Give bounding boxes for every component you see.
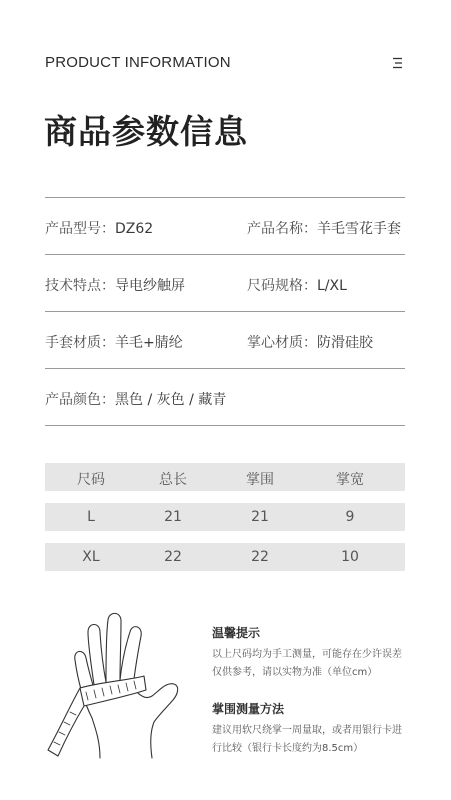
menu-icon[interactable] bbox=[389, 55, 405, 71]
notice-title: 温馨提示 bbox=[212, 626, 261, 640]
spec-value: 防滑硅胶 bbox=[317, 335, 373, 351]
spec-name bbox=[247, 218, 401, 238]
method-title: 掌围测量方法 bbox=[212, 702, 285, 716]
divider bbox=[45, 425, 405, 426]
spec-label: 产品颜色： bbox=[45, 392, 115, 408]
hand-measurement-illustration bbox=[40, 610, 200, 764]
spec-value: L/XL bbox=[317, 278, 347, 294]
table-header-cell: 总长 bbox=[159, 472, 187, 488]
method-text: 建议用软尺绕掌一周量取，或者用银行卡进行比较（银行卡长度约为8.5cm） bbox=[212, 725, 402, 754]
table-row bbox=[45, 543, 405, 571]
table-cell: XL bbox=[82, 549, 100, 565]
spec-value: 羊毛+腈纶 bbox=[115, 335, 183, 351]
spec-material bbox=[45, 332, 183, 352]
spec-model bbox=[45, 218, 153, 238]
table-header-cell: 掌宽 bbox=[336, 472, 364, 488]
spec-value: DZ62 bbox=[115, 221, 154, 237]
spec-value: 导电纱触屏 bbox=[115, 278, 185, 294]
spec-feature bbox=[45, 275, 185, 295]
table-header-row bbox=[45, 463, 405, 491]
spec-label: 手套材质： bbox=[45, 335, 115, 351]
divider bbox=[45, 311, 405, 312]
table-cell: 21 bbox=[251, 509, 269, 525]
table-cell: 21 bbox=[164, 509, 182, 525]
spec-value: 黑色 / 灰色 / 藏青 bbox=[115, 392, 227, 408]
spec-label: 尺码规格： bbox=[247, 278, 317, 294]
spec-color bbox=[45, 389, 226, 409]
notice-text: 以上尺码均为手工测量，可能存在少许误差仅供参考，请以实物为准（单位cm） bbox=[212, 649, 402, 678]
table-cell: 22 bbox=[251, 549, 269, 565]
table-cell: 9 bbox=[345, 509, 355, 525]
table-header-cell: 尺码 bbox=[77, 472, 105, 488]
spec-size bbox=[247, 275, 347, 295]
table-cell: 10 bbox=[341, 549, 359, 565]
table-row bbox=[45, 503, 405, 531]
spec-label: 掌心材质： bbox=[247, 335, 317, 351]
divider bbox=[45, 197, 405, 198]
spec-label: 技术特点： bbox=[45, 278, 115, 294]
spec-label: 产品名称： bbox=[247, 221, 317, 237]
divider bbox=[45, 368, 405, 369]
spec-value: 羊毛雪花手套 bbox=[317, 221, 401, 237]
page-title: 商品参数信息 bbox=[44, 112, 248, 151]
table-cell: L bbox=[87, 509, 95, 525]
table-cell: 22 bbox=[164, 549, 182, 565]
divider bbox=[45, 254, 405, 255]
spec-palm bbox=[247, 332, 373, 352]
table-header-cell: 掌围 bbox=[246, 472, 274, 488]
spec-label: 产品型号： bbox=[45, 221, 115, 237]
header-title: PRODUCT INFORMATION bbox=[45, 54, 231, 71]
